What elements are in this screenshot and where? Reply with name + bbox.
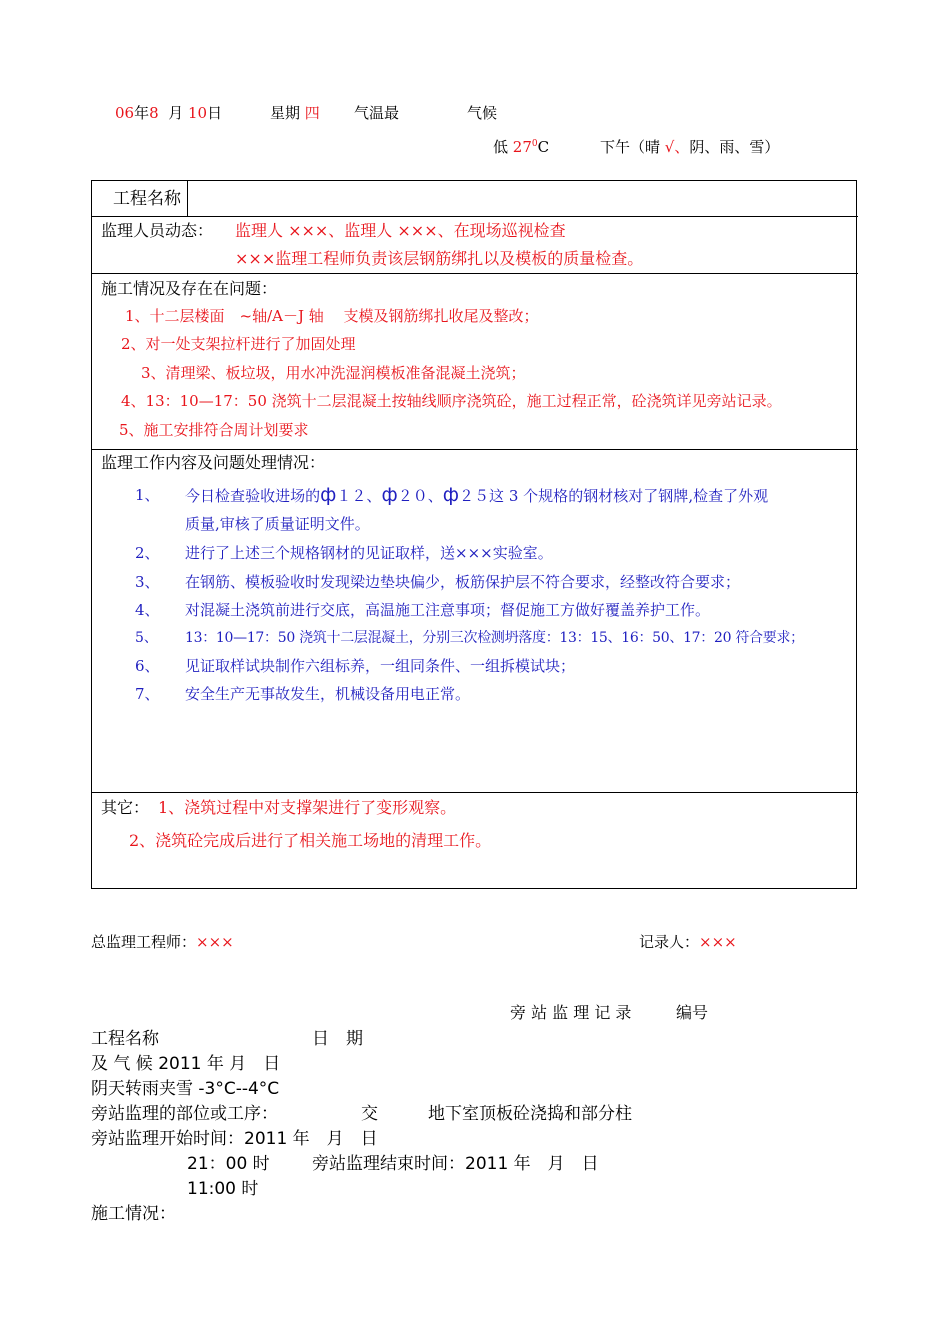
supervision-text-cont: 质量,审核了质量证明文件。 xyxy=(185,515,370,533)
supervision-num: 3、 xyxy=(135,573,160,591)
low-label: 低 xyxy=(493,138,509,156)
low-temperature xyxy=(493,136,549,157)
supervision-num: 5、 xyxy=(135,630,158,646)
date-year: 06 xyxy=(115,104,135,122)
construction-item: 5、施工安排符合周计划要求 xyxy=(119,421,309,439)
row-divider xyxy=(91,792,858,793)
staff-line-2: ×××监理工程师负责该层钢筋绑扎以及模板的质量检查。 xyxy=(235,249,644,268)
supervision-num: 2、 xyxy=(135,544,160,562)
supervision-text: 在钢筋、模板验收时发现梁边垫块偏少，板筋保护层不符合要求，经整改符合要求； xyxy=(185,573,741,591)
other-item: 1、浇筑过程中对支撑架进行了变形观察。 xyxy=(158,798,457,817)
year-unit: 年 xyxy=(134,104,150,122)
supervision-text: 13：10—17：50 浇筑十二层混凝土，分别三次检测坍落度：13：15、16：50、17：20 符合要求； xyxy=(185,630,804,646)
afternoon-weather xyxy=(600,136,779,157)
form-part-mid: 交 xyxy=(361,1104,378,1124)
form-weather-value: 阴天转雨夹雪 -3°C--4°C xyxy=(91,1079,280,1099)
supervision-num: 4、 xyxy=(135,601,160,619)
supervision-text: 今日检查验收进场的ф１２、ф２０、ф２５这 3 个规格的钢材核对了钢牌,检查了外观 xyxy=(185,484,769,506)
supervision-num: 6、 xyxy=(135,657,160,675)
supervision-text: 对混凝土浇筑前进行交底，高温施工注意事项；督促施工方做好覆盖养护工作。 xyxy=(185,601,711,619)
project-name-label: 工程名称 xyxy=(113,189,181,209)
supervision-text: 进行了上述三个规格钢材的见证取样，送×××实验室。 xyxy=(185,544,553,562)
temperature-label: 气温最 xyxy=(354,104,400,122)
supervision-text: 见证取样试块制作六组标养，一组同条件、一组拆模试块； xyxy=(185,657,576,675)
check-mark: √、 xyxy=(664,138,690,156)
form-end-time: 11:00 时 xyxy=(187,1179,259,1199)
construction-item: 2、对一处支架拉杆进行了加固处理 xyxy=(121,335,356,353)
other-item: 2、浇筑砼完成后进行了相关施工场地的清理工作。 xyxy=(129,831,492,850)
staff-label: 监理人员动态： xyxy=(101,221,214,240)
form-project-label: 工程名称 xyxy=(91,1029,159,1049)
day-unit: 日 xyxy=(207,104,223,122)
supervision-num: 1、 xyxy=(135,486,160,504)
date-day: 10 xyxy=(188,104,208,122)
chief-engineer-label: 总监理工程师： xyxy=(91,933,197,951)
project-name-divider xyxy=(187,180,188,216)
form-construction-label: 施工情况： xyxy=(91,1204,176,1224)
construction-item: 1、十二层楼面 ~轴/A－J 轴 支模及钢筋绑扎收尾及整改； xyxy=(125,307,539,325)
low-temp-value: 27 xyxy=(512,138,532,156)
construction-item: 4、13：10—17：50 浇筑十二层混凝土按轴线顺序浇筑砼，施工过程正常，砼浇筑详见旁站记录。 xyxy=(121,392,782,410)
form-start-time: 21：00 时 xyxy=(187,1154,270,1174)
date-month: 8 xyxy=(149,104,159,122)
staff-line-1: 监理人 ×××、监理人 ×××、在现场巡视检查 xyxy=(235,221,566,240)
row-divider xyxy=(91,216,858,217)
temp-unit: C xyxy=(537,138,550,156)
weekday-label: 星期 xyxy=(270,104,301,122)
chief-engineer xyxy=(91,931,234,952)
form-weather-line: 及 气 候 2011 年 月 日 xyxy=(91,1054,281,1074)
temp-superscript: 0 xyxy=(531,139,538,149)
recorder xyxy=(639,931,737,952)
recorder-label: 记录人： xyxy=(639,933,700,951)
date-line xyxy=(115,102,222,123)
form-part-label: 旁站监理的部位或工序： xyxy=(91,1104,278,1124)
form-part-value: 地下室顶板砼浇捣和部分柱 xyxy=(428,1104,632,1124)
other-label: 其它： xyxy=(101,798,150,817)
form-date-label: 日 期 xyxy=(312,1029,363,1049)
construction-label: 施工情况及存在在问题： xyxy=(101,279,278,298)
supervision-label: 监理工作内容及问题处理情况： xyxy=(101,453,326,472)
row-divider xyxy=(91,273,858,274)
form-end-label: 旁站监理结束时间：2011 年 月 日 xyxy=(312,1154,599,1174)
weekday-value: 四 xyxy=(304,104,320,122)
weekday xyxy=(270,102,320,123)
month-unit: 月 xyxy=(168,104,184,122)
form-title: 旁 站 监 理 记 录 xyxy=(510,1003,632,1022)
afternoon-rest: 阴、雨、雪） xyxy=(689,138,780,156)
recorder-value: ××× xyxy=(699,933,737,951)
afternoon-prefix: 下午（晴 xyxy=(600,138,661,156)
supervision-num: 7、 xyxy=(135,685,160,703)
construction-item: 3、清理梁、板垃圾，用水冲洗湿润模板准备混凝土浇筑； xyxy=(141,364,526,382)
chief-engineer-value: ××× xyxy=(196,933,234,951)
form-number-label: 编号 xyxy=(676,1003,709,1022)
weather-label: 气候 xyxy=(467,104,498,122)
form-start-label: 旁站监理开始时间：2011 年 月 日 xyxy=(91,1129,378,1149)
supervision-text: 安全生产无事故发生，机械设备用电正常。 xyxy=(185,685,471,703)
